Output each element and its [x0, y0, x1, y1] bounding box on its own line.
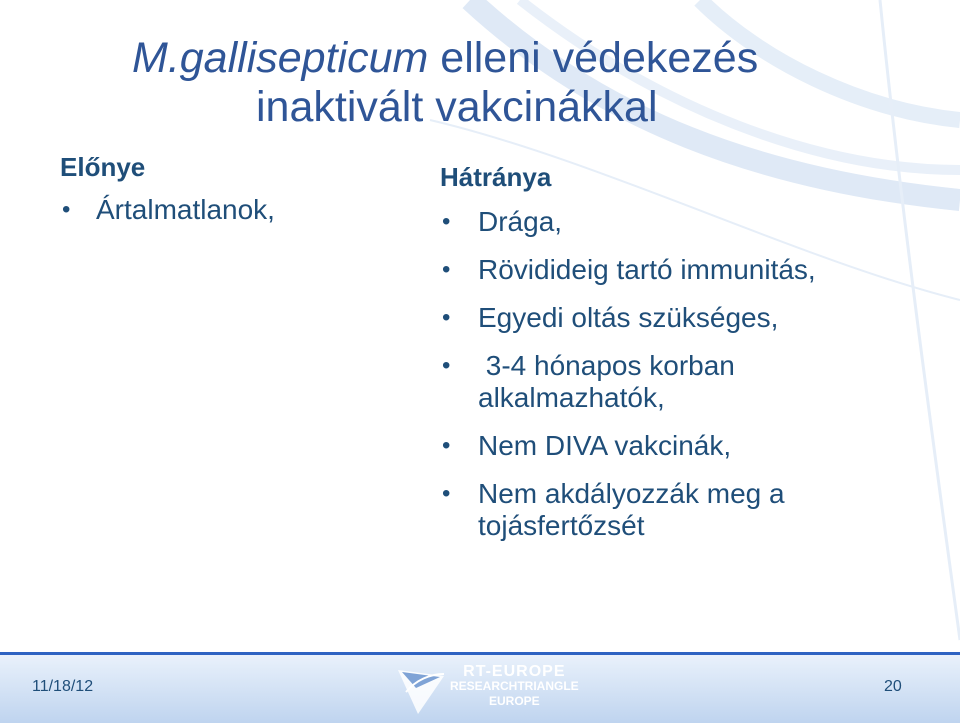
title-species-name: M.gallisepticum	[132, 34, 429, 82]
advantages-list	[60, 194, 390, 226]
disadvantages-column	[440, 160, 880, 542]
list-item	[440, 478, 880, 542]
list-item	[440, 254, 880, 286]
title-rest: elleni védekezés	[428, 34, 759, 82]
bullet-dot-icon: •	[62, 196, 71, 223]
slide-number: 20	[884, 678, 902, 695]
list-item-text: Ártalmatlanok,	[96, 194, 275, 225]
list-item-text: Nem akdályozzák meg a tojásfertőzsét	[478, 478, 785, 541]
list-item	[440, 206, 880, 238]
list-item-text: Drága,	[478, 206, 563, 237]
slide-title	[132, 34, 892, 132]
disadvantages-heading: Hátránya	[440, 162, 552, 192]
bullet-dot-icon: •	[442, 432, 451, 459]
list-item	[440, 302, 880, 334]
list-item	[440, 430, 880, 462]
logo-line-3: EUROPE	[488, 694, 540, 708]
logo-line-1: RT-EUROPE	[463, 663, 566, 680]
advantages-column	[60, 150, 390, 226]
list-item-text: 3-4 hónapos korban alkalmazhatók,	[478, 350, 743, 413]
list-item-text: Egyedi oltás szükséges,	[478, 302, 779, 333]
footer-date: 11/18/12	[32, 678, 94, 695]
disadvantages-list	[440, 206, 880, 542]
list-item-text: Nem DIVA vakcinák,	[478, 430, 732, 461]
logo-line-2: RESEARCHTRIANGLE	[450, 679, 579, 693]
list-item	[60, 194, 390, 226]
advantages-heading: Előnye	[60, 152, 146, 182]
bullet-dot-icon: •	[442, 208, 451, 235]
logo-wordmark	[450, 664, 579, 709]
list-item-text: Rövidideig tartó immunitás,	[478, 254, 816, 285]
list-item	[440, 350, 880, 414]
bullet-dot-icon: •	[442, 304, 451, 331]
title-line-2: inaktivált vakcinákkal	[256, 83, 658, 131]
bullet-dot-icon: •	[442, 480, 451, 507]
bullet-dot-icon: •	[442, 352, 451, 379]
bullet-dot-icon: •	[442, 256, 451, 283]
